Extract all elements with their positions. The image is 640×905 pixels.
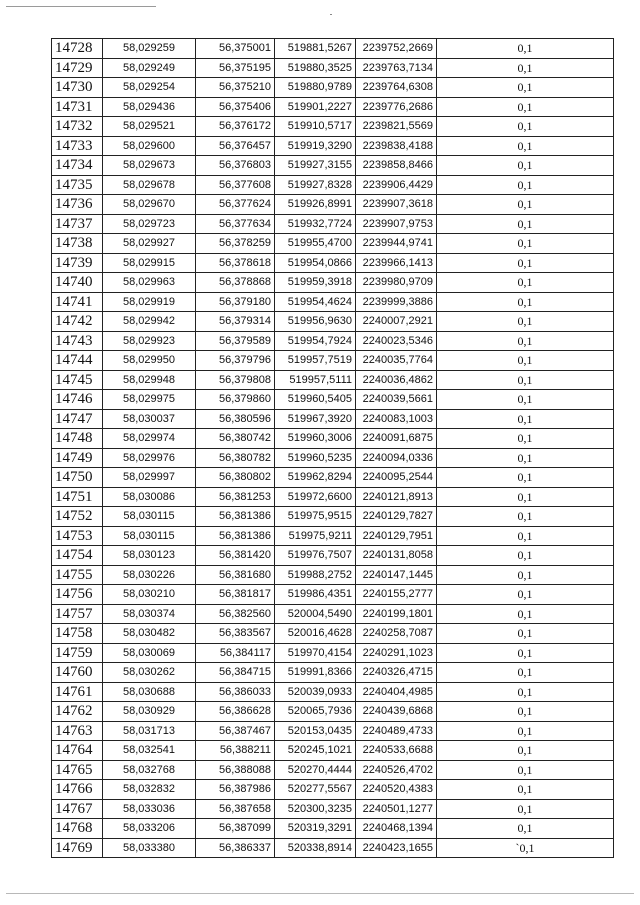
x-coordinate-cell: 519926,8991	[275, 195, 356, 215]
longitude-cell: 56,383567	[196, 624, 275, 644]
longitude-cell: 56,376457	[196, 136, 275, 156]
y-coordinate-cell: 2239838,4188	[356, 136, 437, 156]
point-number-cell: 14741	[52, 292, 103, 312]
latitude-cell: 58,029673	[103, 156, 196, 176]
longitude-cell: 56,381253	[196, 487, 275, 507]
x-coordinate-cell: 519986,4351	[275, 585, 356, 605]
x-coordinate-cell: 519976,7507	[275, 546, 356, 566]
longitude-cell: 56,382560	[196, 604, 275, 624]
accuracy-cell: 0,1	[437, 136, 614, 156]
x-coordinate-cell: 519955,4700	[275, 234, 356, 254]
accuracy-cell: 0,1	[437, 78, 614, 98]
longitude-cell: 56,379180	[196, 292, 275, 312]
y-coordinate-cell: 2239907,3618	[356, 195, 437, 215]
latitude-cell: 58,029942	[103, 312, 196, 332]
latitude-cell: 58,031713	[103, 721, 196, 741]
longitude-cell: 56,380742	[196, 429, 275, 449]
latitude-cell: 58,032832	[103, 780, 196, 800]
latitude-cell: 58,029948	[103, 370, 196, 390]
latitude-cell: 58,029997	[103, 468, 196, 488]
longitude-cell: 56,384117	[196, 643, 275, 663]
x-coordinate-cell: 519956,9630	[275, 312, 356, 332]
y-coordinate-cell: 2240520,4383	[356, 780, 437, 800]
table-row	[52, 604, 614, 624]
x-coordinate-cell: 519927,3155	[275, 156, 356, 176]
accuracy-cell: 0,1	[437, 351, 614, 371]
point-number-cell: 14756	[52, 585, 103, 605]
point-number-cell: 14734	[52, 156, 103, 176]
accuracy-cell: 0,1	[437, 585, 614, 605]
point-number-cell: 14738	[52, 234, 103, 254]
y-coordinate-cell: 2240489,4733	[356, 721, 437, 741]
latitude-cell: 58,029919	[103, 292, 196, 312]
y-coordinate-cell: 2240094,0336	[356, 448, 437, 468]
longitude-cell: 56,381386	[196, 507, 275, 527]
longitude-cell: 56,375210	[196, 78, 275, 98]
latitude-cell: 58,029254	[103, 78, 196, 98]
y-coordinate-cell: 2240423,1655	[356, 838, 437, 858]
accuracy-cell: 0,1	[437, 390, 614, 410]
latitude-cell: 58,029521	[103, 117, 196, 137]
accuracy-cell: 0,1	[437, 780, 614, 800]
x-coordinate-cell: 519919,3290	[275, 136, 356, 156]
latitude-cell: 58,030037	[103, 409, 196, 429]
point-number-cell: 14731	[52, 97, 103, 117]
x-coordinate-cell: 519957,5111	[275, 370, 356, 390]
point-number-cell: 14761	[52, 682, 103, 702]
point-number-cell: 14760	[52, 663, 103, 683]
longitude-cell: 56,378259	[196, 234, 275, 254]
y-coordinate-cell: 2240095,2544	[356, 468, 437, 488]
longitude-cell: 56,379796	[196, 351, 275, 371]
point-number-cell: 14740	[52, 273, 103, 293]
x-coordinate-cell: 520245,1021	[275, 741, 356, 761]
y-coordinate-cell: 2240036,4862	[356, 370, 437, 390]
latitude-cell: 58,029600	[103, 136, 196, 156]
accuracy-cell: 0,1	[437, 214, 614, 234]
y-coordinate-cell: 2240035,7764	[356, 351, 437, 371]
latitude-cell: 58,029975	[103, 390, 196, 410]
x-coordinate-cell: 520270,4444	[275, 760, 356, 780]
x-coordinate-cell: 519881,5267	[275, 39, 356, 59]
table-row	[52, 819, 614, 839]
latitude-cell: 58,029923	[103, 331, 196, 351]
x-coordinate-cell: 519960,3006	[275, 429, 356, 449]
latitude-cell: 58,030929	[103, 702, 196, 722]
accuracy-cell: 0,1	[437, 487, 614, 507]
accuracy-cell: 0,1	[437, 234, 614, 254]
point-number-cell: 14732	[52, 117, 103, 137]
accuracy-cell: 0,1	[437, 760, 614, 780]
latitude-cell: 58,029927	[103, 234, 196, 254]
x-coordinate-cell: 519880,9789	[275, 78, 356, 98]
y-coordinate-cell: 2240291,1023	[356, 643, 437, 663]
longitude-cell: 56,386033	[196, 682, 275, 702]
accuracy-cell: 0,1	[437, 565, 614, 585]
point-number-cell: 14735	[52, 175, 103, 195]
table-row	[52, 312, 614, 332]
point-number-cell: 14766	[52, 780, 103, 800]
table-body	[52, 39, 614, 858]
longitude-cell: 56,388211	[196, 741, 275, 761]
accuracy-cell: 0,1	[437, 702, 614, 722]
point-number-cell: 14749	[52, 448, 103, 468]
longitude-cell: 56,379589	[196, 331, 275, 351]
latitude-cell: 58,032768	[103, 760, 196, 780]
y-coordinate-cell: 2240533,6688	[356, 741, 437, 761]
y-coordinate-cell: 2240404,4985	[356, 682, 437, 702]
y-coordinate-cell: 2240023,5346	[356, 331, 437, 351]
point-number-cell: 14743	[52, 331, 103, 351]
y-coordinate-cell: 2239763,7134	[356, 58, 437, 78]
latitude-cell: 58,030482	[103, 624, 196, 644]
longitude-cell: 56,375001	[196, 39, 275, 59]
table-row	[52, 526, 614, 546]
latitude-cell: 58,033036	[103, 799, 196, 819]
table-row	[52, 624, 614, 644]
x-coordinate-cell: 519988,2752	[275, 565, 356, 585]
longitude-cell: 56,379808	[196, 370, 275, 390]
accuracy-cell: 0,1	[437, 721, 614, 741]
accuracy-cell: 0,1	[437, 741, 614, 761]
y-coordinate-cell: 2240039,5661	[356, 390, 437, 410]
point-number-cell: 14744	[52, 351, 103, 371]
longitude-cell: 56,377624	[196, 195, 275, 215]
y-coordinate-cell: 2239752,2669	[356, 39, 437, 59]
table-row	[52, 799, 614, 819]
table-row	[52, 390, 614, 410]
latitude-cell: 58,030210	[103, 585, 196, 605]
table-row	[52, 429, 614, 449]
accuracy-cell: 0,1	[437, 507, 614, 527]
table-row	[52, 682, 614, 702]
latitude-cell: 58,029723	[103, 214, 196, 234]
table-row	[52, 253, 614, 273]
latitude-cell: 58,030123	[103, 546, 196, 566]
longitude-cell: 56,381817	[196, 585, 275, 605]
table-row	[52, 663, 614, 683]
longitude-cell: 56,376172	[196, 117, 275, 137]
table-row	[52, 370, 614, 390]
longitude-cell: 56,380596	[196, 409, 275, 429]
accuracy-cell: `0,1	[437, 838, 614, 858]
latitude-cell: 58,030086	[103, 487, 196, 507]
accuracy-cell: 0,1	[437, 117, 614, 137]
accuracy-cell: 0,1	[437, 273, 614, 293]
y-coordinate-cell: 2240439,6868	[356, 702, 437, 722]
x-coordinate-cell: 519910,5717	[275, 117, 356, 137]
point-number-cell: 14733	[52, 136, 103, 156]
accuracy-cell: 0,1	[437, 663, 614, 683]
y-coordinate-cell: 2240155,2777	[356, 585, 437, 605]
accuracy-cell: 0,1	[437, 468, 614, 488]
accuracy-cell: 0,1	[437, 448, 614, 468]
table-row	[52, 97, 614, 117]
y-coordinate-cell: 2239821,5569	[356, 117, 437, 137]
accuracy-cell: 0,1	[437, 429, 614, 449]
y-coordinate-cell: 2240129,7827	[356, 507, 437, 527]
x-coordinate-cell: 519972,6600	[275, 487, 356, 507]
accuracy-cell: 0,1	[437, 156, 614, 176]
table-row	[52, 117, 614, 137]
accuracy-cell: 0,1	[437, 409, 614, 429]
point-number-cell: 14755	[52, 565, 103, 585]
table-row	[52, 409, 614, 429]
x-coordinate-cell: 519954,0866	[275, 253, 356, 273]
point-number-cell: 14736	[52, 195, 103, 215]
table-row	[52, 195, 614, 215]
accuracy-cell: 0,1	[437, 819, 614, 839]
point-number-cell: 14767	[52, 799, 103, 819]
table-row	[52, 234, 614, 254]
x-coordinate-cell: 519932,7724	[275, 214, 356, 234]
x-coordinate-cell: 519927,8328	[275, 175, 356, 195]
point-number-cell: 14739	[52, 253, 103, 273]
point-number-cell: 14730	[52, 78, 103, 98]
table-row	[52, 175, 614, 195]
point-number-cell: 14746	[52, 390, 103, 410]
longitude-cell: 56,377634	[196, 214, 275, 234]
x-coordinate-cell: 519975,9515	[275, 507, 356, 527]
table-row	[52, 507, 614, 527]
latitude-cell: 58,029974	[103, 429, 196, 449]
longitude-cell: 56,380782	[196, 448, 275, 468]
point-number-cell: 14752	[52, 507, 103, 527]
accuracy-cell: 0,1	[437, 58, 614, 78]
y-coordinate-cell: 2240326,4715	[356, 663, 437, 683]
table-row	[52, 156, 614, 176]
longitude-cell: 56,387099	[196, 819, 275, 839]
y-coordinate-cell: 2240199,1801	[356, 604, 437, 624]
y-coordinate-cell: 2240131,8058	[356, 546, 437, 566]
longitude-cell: 56,376803	[196, 156, 275, 176]
accuracy-cell: 0,1	[437, 682, 614, 702]
y-coordinate-cell: 2239907,9753	[356, 214, 437, 234]
y-coordinate-cell: 2239858,8466	[356, 156, 437, 176]
y-coordinate-cell: 2239764,6308	[356, 78, 437, 98]
longitude-cell: 56,381420	[196, 546, 275, 566]
longitude-cell: 56,387467	[196, 721, 275, 741]
accuracy-cell: 0,1	[437, 39, 614, 59]
longitude-cell: 56,378618	[196, 253, 275, 273]
point-number-cell: 14745	[52, 370, 103, 390]
latitude-cell: 58,030262	[103, 663, 196, 683]
x-coordinate-cell: 519991,8366	[275, 663, 356, 683]
latitude-cell: 58,032541	[103, 741, 196, 761]
accuracy-cell: 0,1	[437, 253, 614, 273]
latitude-cell: 58,029436	[103, 97, 196, 117]
latitude-cell: 58,029249	[103, 58, 196, 78]
table-row	[52, 39, 614, 59]
latitude-cell: 58,030374	[103, 604, 196, 624]
point-number-cell: 14728	[52, 39, 103, 59]
accuracy-cell: 0,1	[437, 546, 614, 566]
y-coordinate-cell: 2239966,1413	[356, 253, 437, 273]
point-number-cell: 14742	[52, 312, 103, 332]
accuracy-cell: 0,1	[437, 799, 614, 819]
y-coordinate-cell: 2240501,1277	[356, 799, 437, 819]
accuracy-cell: 0,1	[437, 331, 614, 351]
latitude-cell: 58,029976	[103, 448, 196, 468]
y-coordinate-cell: 2240007,2921	[356, 312, 437, 332]
table-row	[52, 565, 614, 585]
y-coordinate-cell: 2240468,1394	[356, 819, 437, 839]
accuracy-cell: 0,1	[437, 643, 614, 663]
longitude-cell: 56,375195	[196, 58, 275, 78]
point-number-cell: 14729	[52, 58, 103, 78]
latitude-cell: 58,033380	[103, 838, 196, 858]
x-coordinate-cell: 520338,8914	[275, 838, 356, 858]
x-coordinate-cell: 519960,5405	[275, 390, 356, 410]
table-row	[52, 468, 614, 488]
y-coordinate-cell: 2239906,4429	[356, 175, 437, 195]
longitude-cell: 56,381386	[196, 526, 275, 546]
accuracy-cell: 0,1	[437, 604, 614, 624]
coordinates-table	[51, 38, 614, 858]
y-coordinate-cell: 2240526,4702	[356, 760, 437, 780]
y-coordinate-cell: 2240129,7951	[356, 526, 437, 546]
longitude-cell: 56,388088	[196, 760, 275, 780]
longitude-cell: 56,375406	[196, 97, 275, 117]
latitude-cell: 58,029950	[103, 351, 196, 371]
x-coordinate-cell: 520004,5490	[275, 604, 356, 624]
longitude-cell: 56,379860	[196, 390, 275, 410]
table-row	[52, 643, 614, 663]
table-row	[52, 136, 614, 156]
point-number-cell: 14753	[52, 526, 103, 546]
point-number-cell: 14763	[52, 721, 103, 741]
x-coordinate-cell: 519960,5235	[275, 448, 356, 468]
table-row	[52, 487, 614, 507]
point-number-cell: 14751	[52, 487, 103, 507]
bottom-rule	[6, 893, 634, 894]
point-number-cell: 14737	[52, 214, 103, 234]
x-coordinate-cell: 520065,7936	[275, 702, 356, 722]
y-coordinate-cell: 2239944,9741	[356, 234, 437, 254]
y-coordinate-cell: 2240147,1445	[356, 565, 437, 585]
table-row	[52, 721, 614, 741]
table-row	[52, 58, 614, 78]
scan-mark	[330, 14, 332, 15]
accuracy-cell: 0,1	[437, 526, 614, 546]
longitude-cell: 56,378868	[196, 273, 275, 293]
x-coordinate-cell: 520039,0933	[275, 682, 356, 702]
y-coordinate-cell: 2240258,7087	[356, 624, 437, 644]
point-number-cell: 14768	[52, 819, 103, 839]
table-row	[52, 331, 614, 351]
accuracy-cell: 0,1	[437, 292, 614, 312]
longitude-cell: 56,387986	[196, 780, 275, 800]
accuracy-cell: 0,1	[437, 370, 614, 390]
latitude-cell: 58,029678	[103, 175, 196, 195]
longitude-cell: 56,381680	[196, 565, 275, 585]
x-coordinate-cell: 519880,3525	[275, 58, 356, 78]
table-row	[52, 214, 614, 234]
table-row	[52, 273, 614, 293]
y-coordinate-cell: 2239776,2686	[356, 97, 437, 117]
table-row	[52, 292, 614, 312]
y-coordinate-cell: 2240121,8913	[356, 487, 437, 507]
longitude-cell: 56,379314	[196, 312, 275, 332]
latitude-cell: 58,033206	[103, 819, 196, 839]
point-number-cell: 14747	[52, 409, 103, 429]
y-coordinate-cell: 2240083,1003	[356, 409, 437, 429]
top-rule	[6, 6, 156, 7]
latitude-cell: 58,030069	[103, 643, 196, 663]
table-row	[52, 585, 614, 605]
y-coordinate-cell: 2239980,9709	[356, 273, 437, 293]
y-coordinate-cell: 2240091,6875	[356, 429, 437, 449]
longitude-cell: 56,386628	[196, 702, 275, 722]
table-row	[52, 78, 614, 98]
x-coordinate-cell: 519967,3920	[275, 409, 356, 429]
latitude-cell: 58,029915	[103, 253, 196, 273]
table-row	[52, 351, 614, 371]
point-number-cell: 14757	[52, 604, 103, 624]
latitude-cell: 58,029963	[103, 273, 196, 293]
point-number-cell: 14758	[52, 624, 103, 644]
x-coordinate-cell: 520319,3291	[275, 819, 356, 839]
x-coordinate-cell: 519959,3918	[275, 273, 356, 293]
table-row	[52, 838, 614, 858]
latitude-cell: 58,030115	[103, 507, 196, 527]
x-coordinate-cell: 519975,9211	[275, 526, 356, 546]
table-row	[52, 546, 614, 566]
point-number-cell: 14754	[52, 546, 103, 566]
latitude-cell: 58,030688	[103, 682, 196, 702]
longitude-cell: 56,377608	[196, 175, 275, 195]
table-row	[52, 760, 614, 780]
x-coordinate-cell: 519954,4624	[275, 292, 356, 312]
longitude-cell: 56,384715	[196, 663, 275, 683]
accuracy-cell: 0,1	[437, 97, 614, 117]
point-number-cell: 14762	[52, 702, 103, 722]
point-number-cell: 14750	[52, 468, 103, 488]
point-number-cell: 14759	[52, 643, 103, 663]
accuracy-cell: 0,1	[437, 195, 614, 215]
point-number-cell: 14748	[52, 429, 103, 449]
x-coordinate-cell: 519957,7519	[275, 351, 356, 371]
x-coordinate-cell: 519970,4154	[275, 643, 356, 663]
longitude-cell: 56,380802	[196, 468, 275, 488]
y-coordinate-cell: 2239999,3886	[356, 292, 437, 312]
x-coordinate-cell: 520300,3235	[275, 799, 356, 819]
accuracy-cell: 0,1	[437, 624, 614, 644]
table-row	[52, 448, 614, 468]
latitude-cell: 58,030226	[103, 565, 196, 585]
x-coordinate-cell: 520153,0435	[275, 721, 356, 741]
table-row	[52, 741, 614, 761]
point-number-cell: 14765	[52, 760, 103, 780]
longitude-cell: 56,387658	[196, 799, 275, 819]
point-number-cell: 14764	[52, 741, 103, 761]
x-coordinate-cell: 519954,7924	[275, 331, 356, 351]
table-row	[52, 780, 614, 800]
latitude-cell: 58,029259	[103, 39, 196, 59]
accuracy-cell: 0,1	[437, 175, 614, 195]
latitude-cell: 58,030115	[103, 526, 196, 546]
table-row	[52, 702, 614, 722]
x-coordinate-cell: 519962,8294	[275, 468, 356, 488]
point-number-cell: 14769	[52, 838, 103, 858]
x-coordinate-cell: 520016,4628	[275, 624, 356, 644]
latitude-cell: 58,029670	[103, 195, 196, 215]
x-coordinate-cell: 520277,5567	[275, 780, 356, 800]
accuracy-cell: 0,1	[437, 312, 614, 332]
longitude-cell: 56,386337	[196, 838, 275, 858]
x-coordinate-cell: 519901,2227	[275, 97, 356, 117]
